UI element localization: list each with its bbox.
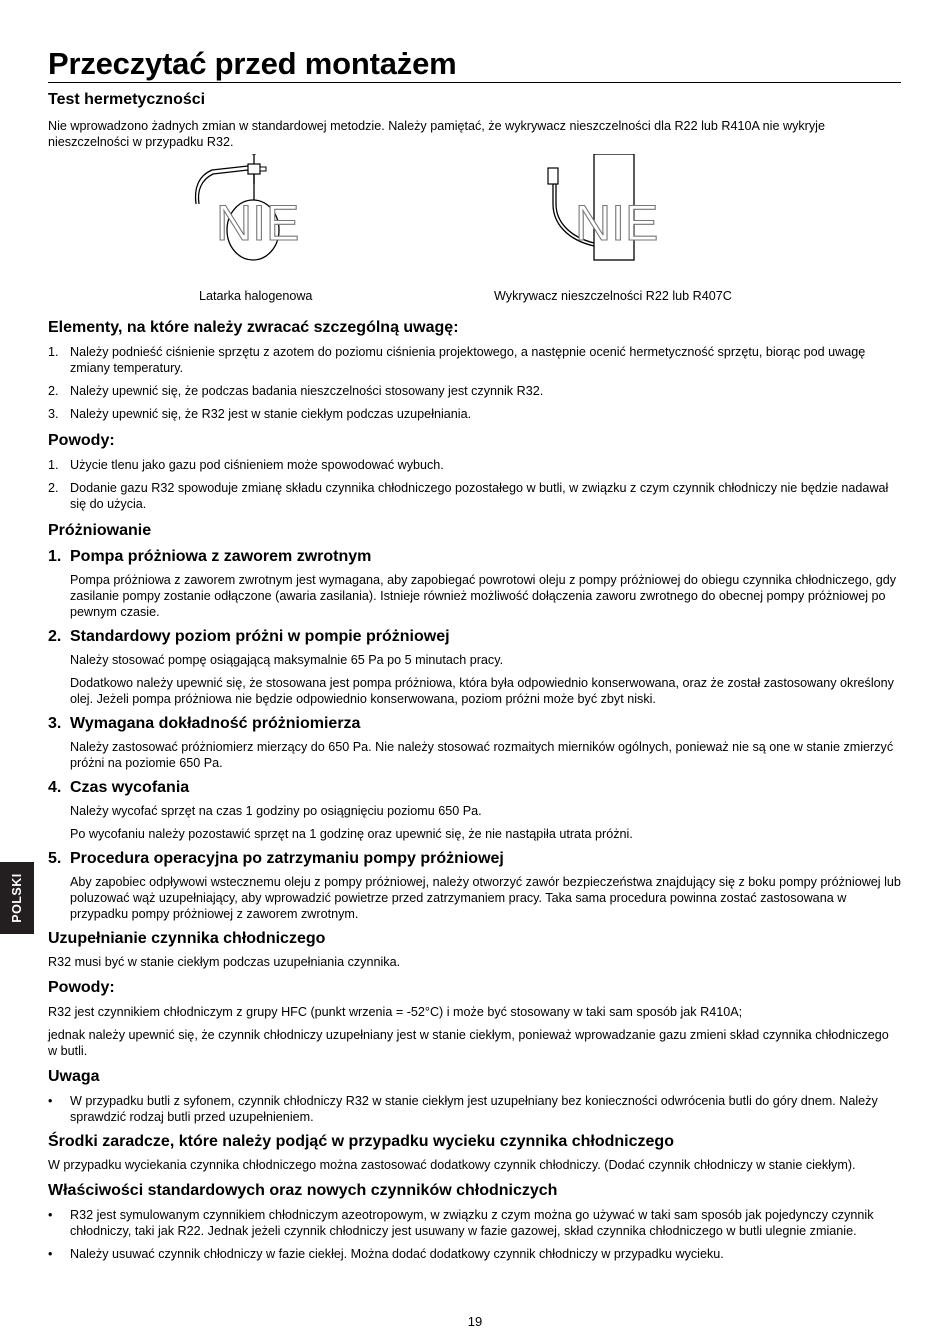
right-nie-mark: NIE [575,195,659,251]
section-1-title: 1. Pompa próżniowa z zaworem zwrotnym [48,548,372,565]
left-nie-mark: NIE [216,195,300,251]
page-title: Przeczytać przed montażem [48,46,901,83]
halogen-torch-figure [196,154,300,260]
list-item: 2. Dodanie gazu R32 spowoduje zmianę składu czynnika chłodniczego pozostałego w butli, w związku z czym czynnik chłodniczy nie będzie nadawał się do użycia. [48,481,889,511]
leak-detector-caption: Wykrywacz nieszczelności R22 lub R407C [494,289,732,303]
page-content [48,46,901,1262]
list-item: • R32 jest symulowanym czynnikiem chłodniczym azeotropowym, w związku z czym można go używać w taki sam sposób jak pojedynczy czynnik chłodniczy, taki jak R22. Jednak jeżeli czynnik chłodniczy jest usuwany w fazie gazowej, skład czynnika chłodniczego w butli ulegnie zmianie. [48,1208,874,1238]
leak-text: W przypadku wyciekania czynnika chłodniczego można zastosować dodatkowy czynnik chłodniczy. (Dodać czynnik chłodniczy w stanie ciekłym). [48,1158,856,1172]
list-item: 1. Użycie tlenu jako gazu pod ciśnieniem może spowodować wybuch. [48,458,444,472]
reasons-2-text-1: R32 jest czynnikiem chłodniczym z grupy HFC (punkt wrzenia = -52°C) i może być stosowany w taki sam sposób jak R410A; [48,1005,743,1019]
heading-leak: Środki zaradcze, które należy podjąć w przypadku wycieku czynnika chłodniczego [48,1133,674,1150]
section-5-text: Aby zapobiec odpływowi wstecznemu oleju z pompy próżniowej, należy otworzyć zawór bezpieczeństwa znajdujący się z boku pompy próżniowej lub poluzować wąż uzupełniający, aby wprowadzić powietrze przed zatrzymaniem pracy. Taka sama procedura powinna zostać zastosowana w przypadku pompy próżniowej z zaworem zwrotnym. [70,875,901,921]
list-item: 3. Należy upewnić się, że R32 jest w stanie ciekłym podczas uzupełniania. [48,407,472,421]
heading-vacuum: Próżniowanie [48,522,152,539]
section-3-title: 3. Wymagana dokładność próżniomierza [48,715,361,732]
tightness-test-text: Nie wprowadzono żadnych zmian w standardowej metodzie. Należy pamiętać, że wykrywacz nieszczelności dla R22 lub R410A nie wykryje nieszczelności w przypadku R32. [48,119,825,149]
leak-detector-figure [548,154,658,260]
halogen-torch-caption: Latarka halogenowa [199,289,313,303]
heading-reasons-2: Powody: [48,979,115,996]
section-1-text: Pompa próżniowa z zaworem zwrotnym jest wymagana, aby zapobiegać powrotowi oleju z pompy próżniowej do obiegu czynnika chłodniczego, gdy zasilanie pompy zostanie odłączone (awaria zasilania). Istnieje również możliwość dołączenia zaworu zwrotnego do obecnej pompy próżniowej po pewnym czasie. [70,573,897,619]
reasons-list [48,457,901,512]
language-side-tab: POLSKI [0,862,34,934]
heading-tightness-test: Test hermetyczności [48,91,206,108]
section-2-text-2: Dodatkowo należy upewnić się, że stosowana jest pompa próżniowa, która była odpowiednio konserwowana, oraz że został zastosowany określony olej. Jeżeli pompa próżniowa nie będzie odpowiednio konserwowana, poziom próżni może być zbyt niski. [70,676,894,706]
section-5-title: 5. Procedura operacyjna po zatrzymaniu pompy próżniowej [48,850,504,867]
leak-detector-figures [48,154,901,306]
list-item: • Należy usuwać czynnik chłodniczy w fazie ciekłej. Można dodać dodatkowy czynnik chłodniczy w przypadku wycieku. [48,1247,724,1261]
heading-note: Uwaga [48,1068,100,1085]
section-4-title: 4. Czas wycofania [48,779,190,796]
section-4-text-1: Należy wycofać sprzęt na czas 1 godziny po osiągnięciu poziomu 650 Pa. [70,804,482,818]
section-2-title: 2. Standardowy poziom próżni w pompie próżniowej [48,628,450,645]
heading-reasons-1: Powody: [48,432,115,449]
heading-properties: Właściwości standardowych oraz nowych czynników chłodniczych [48,1182,558,1199]
note-bullet: • W przypadku butli z syfonem, czynnik chłodniczy R32 w stanie ciekłym jest uzupełniany bez konieczności odwrócenia butli do góry dnem. Należy sprawdzić rodzaj butli przed uzupełnieniem. [48,1094,878,1124]
refill-text: R32 musi być w stanie ciekłym podczas uzupełniania czynnika. [48,955,401,969]
section-4-text-2: Po wycofaniu należy pozostawić sprzęt na 1 godzinę oraz upewnić się, że nie nastąpiła utrata próżni. [70,827,633,841]
attention-list [48,344,901,422]
reasons-2-text-2: jednak należy upewnić się, że czynnik chłodniczy uzupełniany jest w stanie ciekłym, ponieważ wprowadzanie gazu zmieni skład czynnika chłodniczego w butli. [48,1028,889,1058]
page-number: 19 [467,1314,483,1329]
section-3-text: Należy zastosować próżniomierz mierzący do 650 Pa. Nie należy stosować rozmaitych mierników ogólnych, ponieważ nie są one w stanie zmierzyć próżni na poziomie 650 Pa. [70,740,894,770]
list-item: 2. Należy upewnić się, że podczas badania nieszczelności stosowany jest czynnik R32. [48,384,544,398]
heading-attention: Elementy, na które należy zwracać szczególną uwagę: [48,319,459,336]
list-item: 1. Należy podnieść ciśnienie sprzętu z azotem do poziomu ciśnienia projektowego, a następnie ocenić hermetyczność sprzętu, biorąc pod uwagę zmiany temperatury. [48,345,866,375]
section-2-text-1: Należy stosować pompę osiągającą maksymalnie 65 Pa po 5 minutach pracy. [70,653,504,667]
figures [48,154,901,306]
heading-refill: Uzupełnianie czynnika chłodniczego [48,930,326,947]
